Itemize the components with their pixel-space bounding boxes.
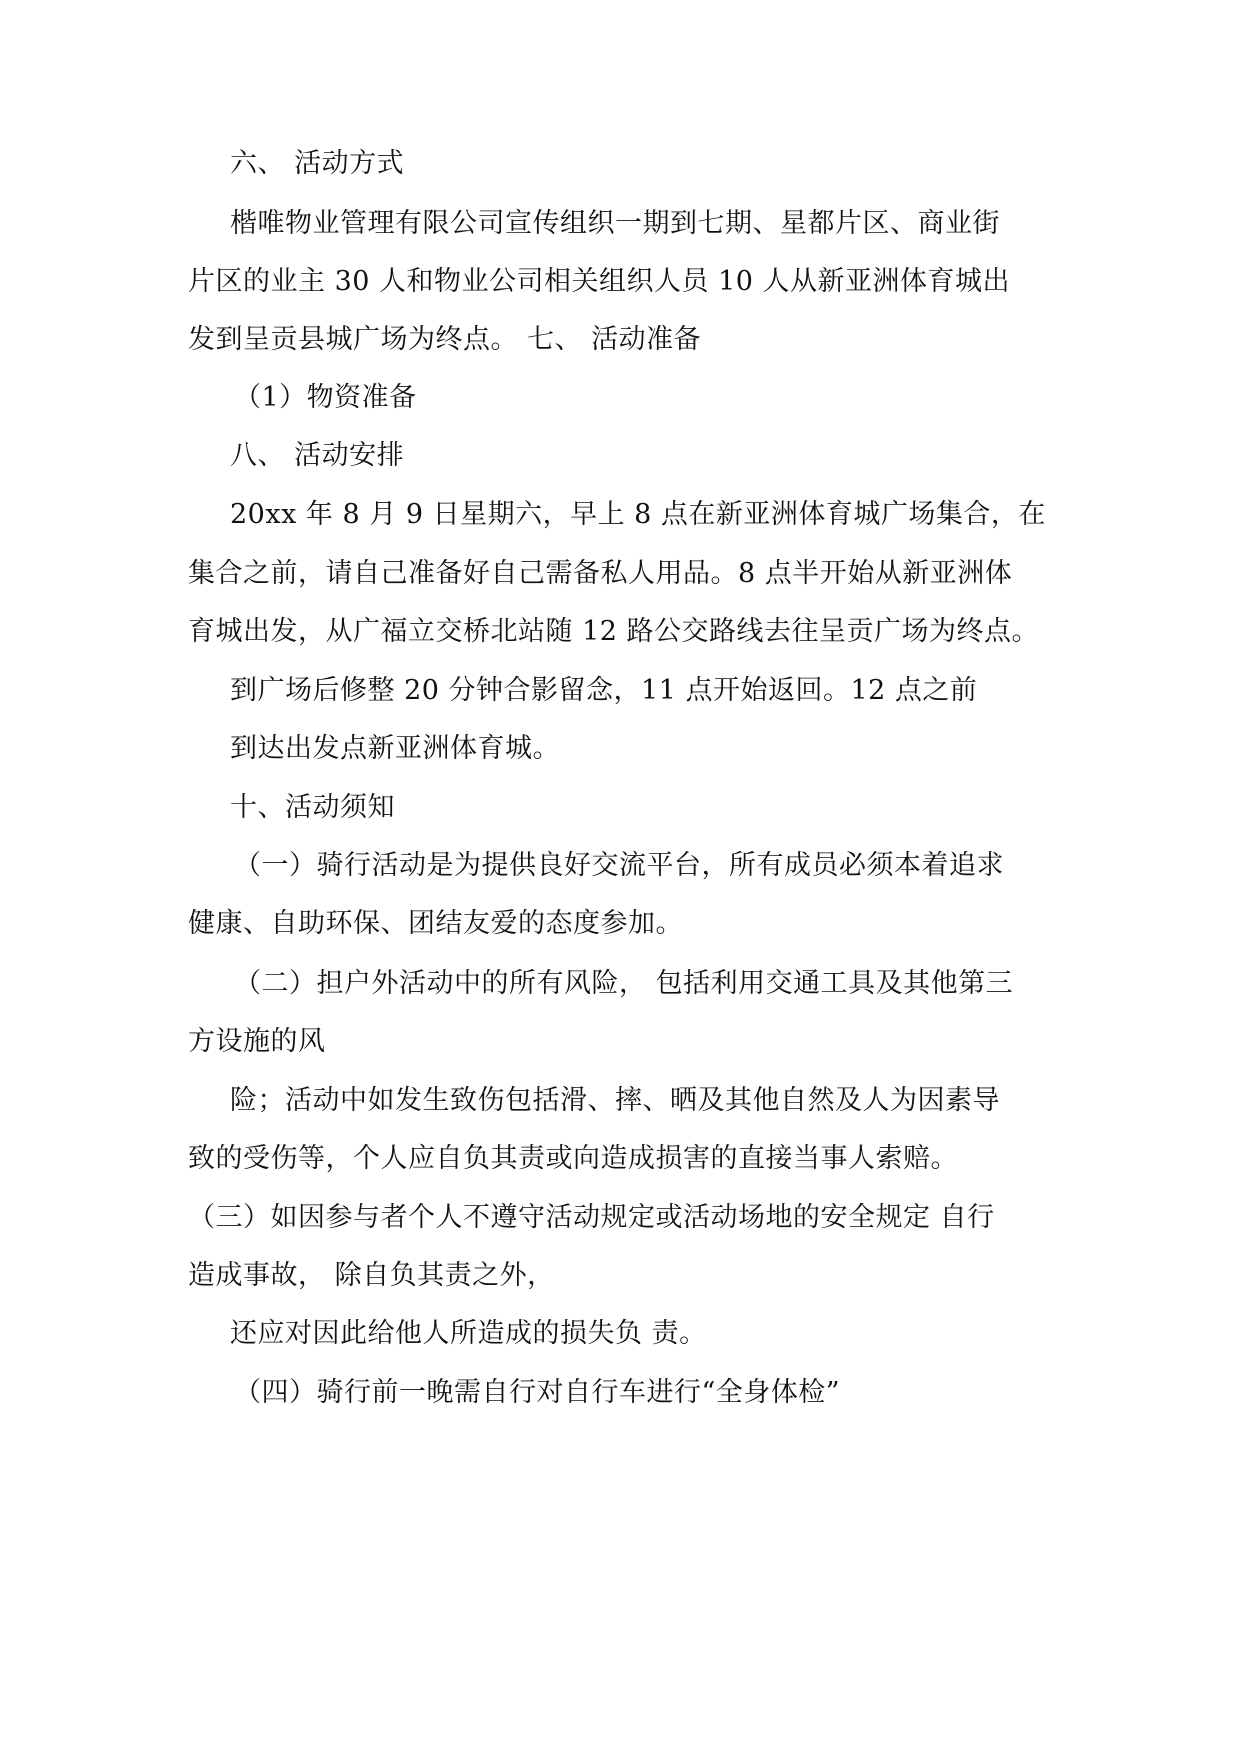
paragraph-line: 还应对因此给他人所造成的损失负 责。 [230,1318,707,1349]
paragraph-line: 险；活动中如发生致伤包括滑、摔、晒及其他自然及人为因素导 [230,1085,1000,1116]
list-item: （二）担户外活动中的所有风险， 包括利用交通工具及其他第三 [234,968,1014,999]
paragraph-line: 到达出发点新亚洲体育城。 [230,733,560,764]
paragraph-line: 健康、自助环保、团结友爱的态度参加。 [188,908,683,939]
list-item: （四）骑行前一晚需自行对自行车进行“全身体检” [234,1377,841,1408]
paragraph-line: 育城出发，从广福立交桥北站随 12 路公交路线去往呈贡广场为终点。 [188,616,1040,647]
paragraph-line: 发到呈贡县城广场为终点。 七、 活动准备 [188,324,702,355]
paragraph-line: 造成事故， 除自负其责之外， [188,1260,555,1291]
section-heading-8: 八、 活动安排 [230,440,405,471]
section-heading-6: 六、 活动方式 [230,148,405,179]
section-heading-10: 十、活动须知 [230,792,395,823]
paragraph-line: 20xx 年 8 月 9 日星期六，早上 8 点在新亚洲体育城广场集合，在 [230,499,1046,530]
paragraph-line: 到广场后修整 20 分钟合影留念，11 点开始返回。12 点之前 [230,675,978,706]
list-item: （三）如因参与者个人不遵守活动规定或活动场地的安全规定 自行 [188,1202,995,1233]
paragraph-line: 楷唯物业管理有限公司宣传组织一期到七期、星都片区、商业街 [230,208,1000,239]
paragraph-line: 致的受伤等，个人应自负其责或向造成损害的直接当事人索赔。 [188,1143,958,1174]
paragraph-line: 片区的业主 30 人和物业公司相关组织人员 10 人从新亚洲体育城出 [188,266,1011,297]
list-item: （一）骑行活动是为提供良好交流平台，所有成员必须本着追求 [234,850,1004,881]
list-item: （1）物资准备 [234,382,417,413]
paragraph-line: 集合之前，请自己准备好自己需备私人用品。8 点半开始从新亚洲体 [188,558,1013,589]
paragraph-line: 方设施的风 [188,1026,326,1057]
